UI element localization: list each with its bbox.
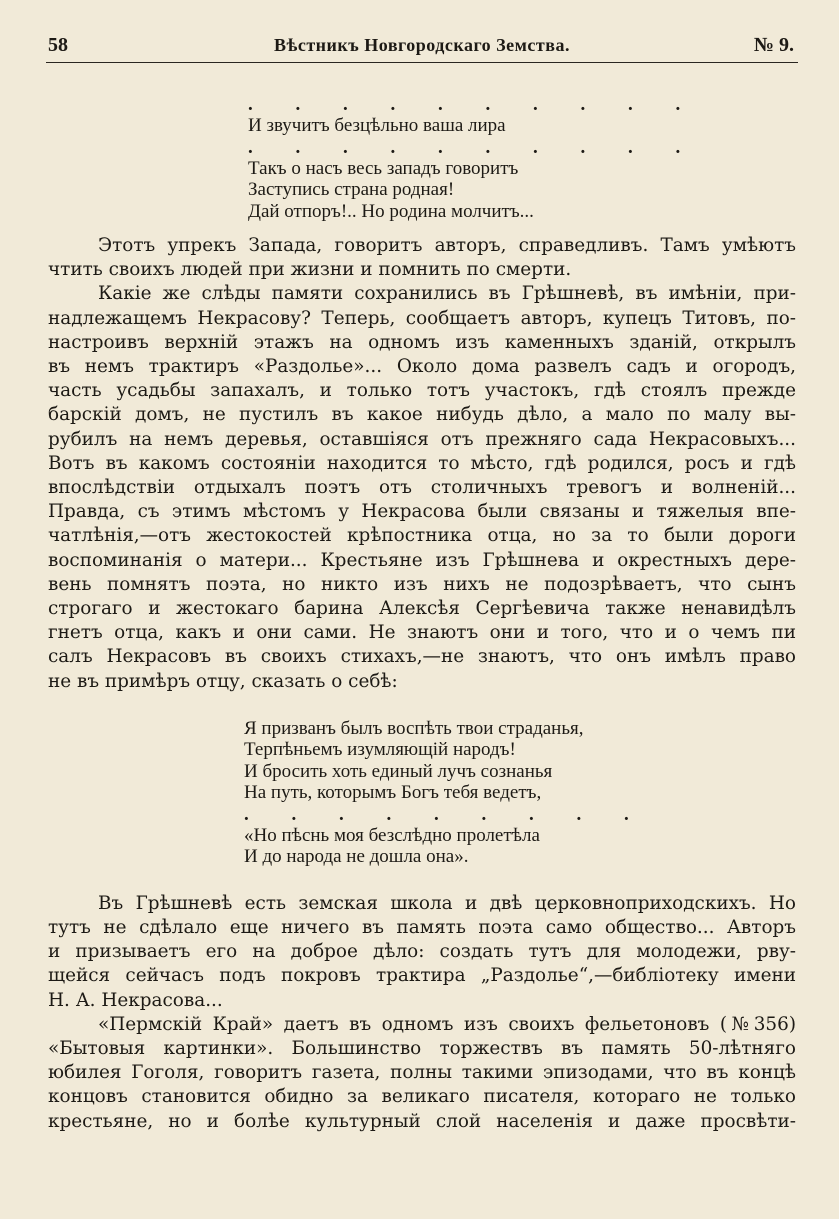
poem-line: На путь, которымъ Богъ тебя ведетъ, [244,782,542,804]
ellipsis-dots: . . . . . . . . . . [248,136,700,158]
paragraph-2 [48,282,796,693]
text-line: воспоминанія о матери... Крестьяне изъ Грѣшнева и окрестныхъ дере- [48,549,796,571]
poem-line: Терпѣньемъ изумляющій народъ! [244,739,516,761]
page-number: 58 [48,34,68,56]
paragraph-4 [48,1013,796,1134]
text-line: тутъ не сдѣлало еще ничего въ память поэта само общество... Авторъ [48,917,796,939]
page-body [48,94,796,1134]
text-line: рубилъ на немъ деревья, оставшіяся отъ прежняго сада Некрасовыхъ... [48,428,796,450]
ellipsis-dots: . . . . . . . . . [244,803,648,825]
poem-line: И звучитъ безцѣльно ваша лира [248,115,506,136]
paragraph-1 [48,234,796,282]
text-line: юбилея Гоголя, говоритъ газета, полны такими эпизодами, что въ концѣ [48,1062,796,1084]
text-line: чатлѣнія,—отъ жестокостей крѣпостника отца, но за то были дороги [48,525,796,547]
issue-number: № 9. [753,34,794,56]
text-line: не въ примѣръ отцу, сказать о себѣ: [48,670,398,692]
poem-line: «Но пѣснь моя безслѣдно пролетѣла [244,824,540,846]
text-line: строгаго и жестокаго барина Алексѣя Сергѣевича также ненавидѣлъ [48,598,796,620]
poem-line: Я призванъ былъ воспѣть твои страданья, [244,717,584,739]
text-line: Н. А. Некрасова... [48,989,223,1011]
text-line: вень помнятъ поэта, но никто изъ нихъ не подозрѣваетъ, что сынъ [48,573,796,595]
text-line: впослѣдствіи отдыхалъ поэтъ отъ столичныхъ тревогъ и волненій... [48,477,796,499]
page-header [46,32,798,63]
text-line: барскій домъ, не пустилъ въ какое нибудь дѣло, а мало по малу вы- [48,404,796,426]
poem-line: И до народа не дошла она». [244,846,469,868]
text-line: часть усадьбы запахалъ, и только тотъ участокъ, гдѣ стоялъ прежде [48,380,796,402]
text-line: щейся сейчасъ подъ покровъ трактира „Раздолье“,—библіотеку имени [48,965,796,987]
poem-line: Дай отпоръ!.. Но родина молчитъ... [248,200,534,222]
paragraph-3 [48,892,796,1013]
text-line: крестьяне, но и болѣе культурный слой населенія и даже просвѣти- [48,1110,796,1132]
text-line: надлежащемъ Некрасову? Теперь, сообщаетъ авторъ, купецъ Титовъ, по- [48,307,796,329]
poem-line: И бросить хоть единый лучъ сознанья [244,760,553,782]
poem-line: Заступись страна родная! [248,179,455,200]
ellipsis-dots: . . . . . . . . . . [248,94,700,115]
text-line: салъ Некрасовъ въ своихъ стихахъ,—не знаютъ, что онъ имѣлъ право [48,646,796,668]
poem-line: Такъ о насъ весь западъ говоритъ [248,157,519,179]
text-line: Вотъ въ какомъ состояніи находится то мѣсто, гдѣ родился, росъ и гдѣ [48,452,796,474]
text-line: въ немъ трактиръ «Раздолье»... Около дома развелъ садъ и огородъ, [48,356,796,378]
text-line: «Пермскій Край» даетъ въ одномъ изъ своихъ фельетоновъ (№356) [98,1013,796,1035]
poem-excerpt-1 [248,94,796,222]
text-line: Какіе же слѣды памяти сохранились въ Грѣшневѣ, въ имѣніи, при- [98,283,796,305]
text-line: чтить своихъ людей при жизни и помнить по смерти. [48,259,572,281]
text-line: Этотъ упрекъ Запада, говоритъ авторъ, справедливъ. Тамъ умѣютъ [98,235,796,256]
text-line: «Бытовыя картинки». Большинство торжествъ въ память 50-лѣтняго [48,1038,796,1060]
text-line: Правда, съ этимъ мѣстомъ у Некрасова были связаны и тяжелыя впе- [48,501,796,523]
text-line: Въ Грѣшневѣ есть земская школа и двѣ церковноприходскихъ. Но [98,892,796,914]
journal-title: Вѣстникъ Новгородскаго Земства. [274,35,570,55]
text-line: и призываетъ его на доброе дѣло: создать тутъ для молодежи, рву- [48,941,796,963]
text-line: настроивъ верхній этажъ на одномъ изъ каменныхъ зданій, открылъ [48,331,796,353]
poem-excerpt-2 [244,718,796,868]
text-line: гнетъ отца, какъ и они сами. Не знаютъ они и того, что и о чемъ пи [48,622,796,644]
text-line: концовъ становится обидно за великаго писателя, котораго не только [48,1086,796,1108]
